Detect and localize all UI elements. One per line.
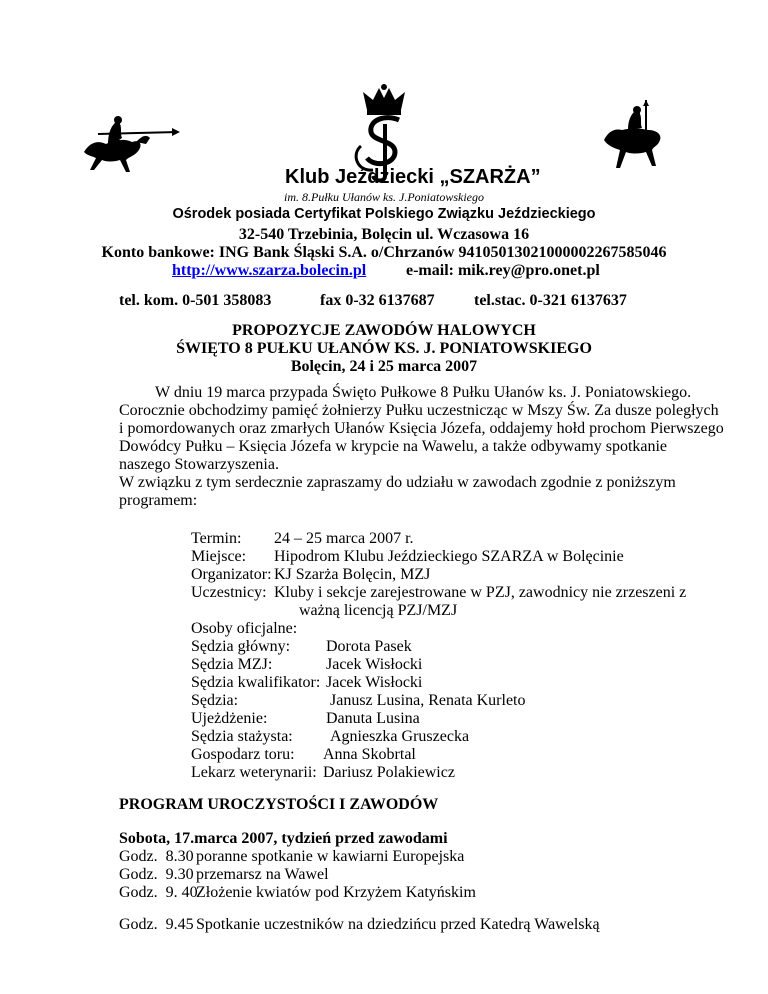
intro-line: Corocznie obchodzimy pamięć żołnierzy Pułku uczestnicząc w Mszy Św. Za dusze poległych — [119, 402, 719, 419]
address: 32-540 Trzebinia, Bolęcin ul. Wczasowa 16 — [238, 226, 530, 243]
official-role: Sędzia: — [191, 692, 239, 709]
miejsce-label: Miejsce: — [191, 548, 247, 565]
bank-account: Konto bankowe: ING Bank Śląski S.A. o/Chrzanów 94105013021000002267585046 — [101, 244, 667, 261]
official-name: Anna Skobrtal — [323, 746, 416, 763]
official-name: Danuta Lusina — [326, 710, 420, 727]
official-role: Sędzia główny: — [191, 638, 291, 655]
title-line-2: ŚWIĘTO 8 PUŁKU UŁANÓW KS. J. PONIATOWSKIEGO — [176, 340, 592, 357]
schedule-desc: przemarsz na Wawel — [196, 866, 329, 883]
title-line-3: Bolęcin, 24 i 25 marca 2007 — [290, 358, 478, 375]
schedule-desc: Złożenie kwiatów pod Krzyżem Katyńskim — [196, 884, 476, 901]
official-name: Agnieszka Gruszecka — [330, 728, 470, 745]
official-name: Dorota Pasek — [326, 638, 412, 655]
uczestnicy-label: Uczestnicy: — [191, 584, 267, 601]
intro-line: Dowódcy Pułku – Księcia Józefa w krypcie na Wawelu, a także odbywamy spotkanie — [119, 438, 668, 455]
organizator-label: Organizator: — [191, 566, 272, 583]
official-role: Sędzia kwalifikator: — [191, 674, 321, 691]
official-role: Sędzia stażysta: — [191, 728, 293, 745]
program-heading: PROGRAM UROCZYSTOŚCI I ZAWODÓW — [119, 796, 439, 813]
lancer-rider-left-logo — [80, 112, 180, 174]
official-role: Lekarz weterynarii: — [191, 764, 317, 781]
uczestnicy-value-cont: ważną licencją PZJ/MZJ — [299, 602, 458, 619]
official-name: Jacek Wisłocki — [326, 656, 423, 673]
miejsce-value: Hipodrom Klubu Jeździeckiego SZARZA w Bolęcinie — [274, 548, 624, 565]
termin-value: 24 – 25 marca 2007 r. — [274, 530, 414, 547]
uczestnicy-value: Kluby i sekcje zarejestrowane w PZJ, zawodnicy nie zrzeszeni z — [274, 584, 687, 601]
certificate-line: Ośrodek posiada Certyfikat Polskiego Związku Jeździeckiego — [172, 206, 596, 222]
official-name: Jacek Wisłocki — [326, 674, 423, 691]
day-heading: Sobota, 17.marca 2007, tydzień przed zawodami — [119, 830, 448, 847]
schedule-time: Godz. 9.45 — [119, 916, 194, 933]
termin-label: Termin: — [191, 530, 242, 547]
schedule-desc: poranne spotkanie w kawiarni Europejska — [196, 848, 465, 865]
officials-heading: Osoby oficjalne: — [191, 620, 298, 637]
club-patron: im. 8.Pułku Ułanów ks. J.Poniatowskiego — [284, 190, 484, 204]
schedule-desc: Spotkanie uczestników na dziedzińcu przed Katedrą Wawelską — [196, 916, 600, 933]
title-line-1: PROPOZYCJE ZAWODÓW HALOWYCH — [232, 322, 536, 339]
club-name: Klub Jeździecki „SZARŻA” — [285, 166, 541, 188]
official-name: Janusz Lusina, Renata Kurleto — [330, 692, 526, 709]
organizator-value: KJ Szarża Bolęcin, MZJ — [274, 566, 431, 583]
fax: fax 0-32 6137687 — [320, 292, 435, 309]
email: e-mail: mik.rey@pro.onet.pl — [406, 262, 600, 279]
schedule-time: Godz. 8.30 — [119, 848, 194, 865]
official-role: Ujeżdżenie: — [191, 710, 268, 727]
tel-landline: tel.stac. 0-321 6137637 — [474, 292, 627, 309]
intro-line: programem: — [119, 492, 198, 509]
intro-line: W związku z tym serdecznie zapraszamy do udziału w zawodach zgodnie z poniższym — [119, 474, 676, 491]
intro-line: i pomordowanych oraz zmarłych Ułanów Księcia Józefa, oddajemy hołd prochom Pierwszego — [119, 420, 724, 437]
intro-line: W dniu 19 marca przypada Święto Pułkowe 8 Pułku Ułanów ks. J. Poniatowskiego. — [155, 384, 692, 401]
official-role: Sędzia MZJ: — [191, 656, 273, 673]
schedule-time: Godz. 9.30 — [119, 866, 194, 883]
schedule-time: Godz. 9. 40 — [119, 884, 198, 901]
lancer-rider-right-logo — [600, 100, 668, 170]
official-role: Gospodarz toru: — [191, 746, 295, 763]
tel-mobile: tel. kom. 0-501 358083 — [119, 292, 272, 309]
intro-line: naszego Stowarzyszenia. — [119, 456, 279, 473]
official-name: Dariusz Polakiewicz — [323, 764, 455, 781]
website-link[interactable]: http://www.szarza.bolecin.pl — [172, 262, 367, 279]
